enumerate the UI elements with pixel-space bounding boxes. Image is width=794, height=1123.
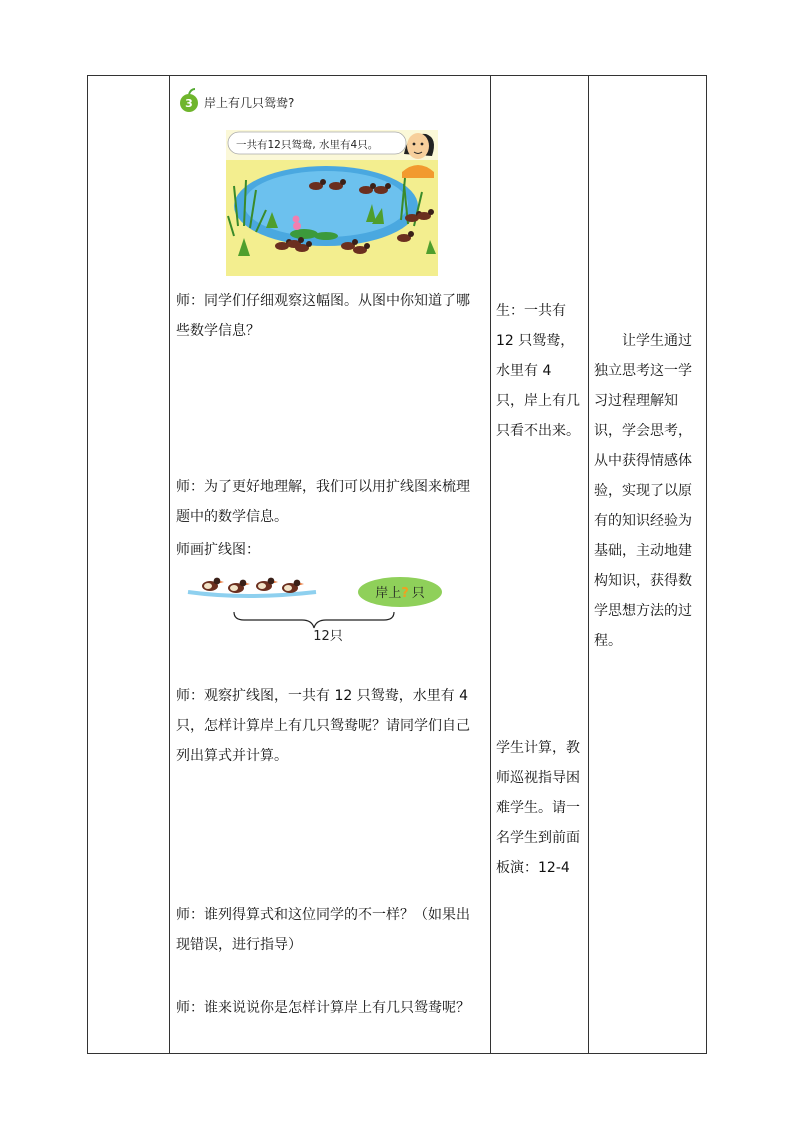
student-response-1: 生：一共有 12 只鸳鸯，水里有 4 只，岸上有几只看不出来。 [496, 303, 580, 439]
teacher-prompt-2: 师：为了更好地理解，我们可以用扩线图来梳理题中的数学信息。 [176, 479, 470, 525]
problem-number: 3 [185, 97, 193, 110]
teacher-prompt-1: 师：同学们仔细观察这幅图。从图中你知道了哪些数学信息？ [176, 293, 470, 339]
speech-text: 一共有12只鸳鸯, 水里有4只。 [236, 139, 379, 151]
teacher-prompt-6: 师：谁来说说你是怎样计算岸上有几只鸳鸯呢？ [176, 1000, 470, 1016]
apple-badge-icon [180, 89, 198, 112]
pond-illustration [176, 86, 438, 276]
column-divider [169, 76, 170, 1053]
total-label: 12只 [313, 629, 343, 644]
column-divider [490, 76, 491, 1053]
problem-title: 岸上有几只鸳鸯? [204, 96, 295, 110]
total-brace [234, 612, 394, 628]
design-intent: 让学生通过独立思考这一学习过程理解知识，学会思考，从中获得情感体验，实现了以原有的知识经验为基础，主动地建构知识，获得数学思想方法的过程。 [594, 333, 692, 649]
shore-bubble-label: 岸上? 只 [375, 586, 425, 601]
teacher-prompt-3: 师画扩线图： [176, 542, 260, 558]
diagram-ducks [202, 578, 304, 593]
line-diagram [186, 570, 446, 650]
student-response-2: 学生计算，教师巡视指导困难学生。请一名学生到前面板演：12-4 [496, 740, 580, 876]
teacher-prompt-5: 师：谁列得算式和这位同学的不一样？（如果出现错误，进行指导） [176, 907, 470, 953]
teacher-prompt-4: 师：观察扩线图，一共有 12 只鸳鸯，水里有 4 只，怎样计算岸上有几只鸳鸯呢？请同学们自己列出算式并计算。 [176, 688, 470, 764]
column-divider [588, 76, 589, 1053]
